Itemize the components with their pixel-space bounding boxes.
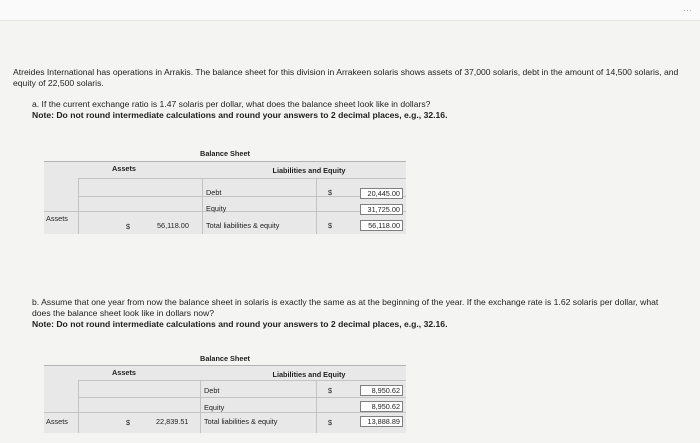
balance-sheet-a <box>44 148 406 234</box>
row-divider <box>78 397 406 398</box>
assets-row-label: Assets <box>46 214 68 223</box>
total-value-input[interactable]: 13,888.89 <box>360 416 403 427</box>
question-b-text: b. Assume that one year from now the balance sheet in solaris is exactly the same as at the beginning of the year. If the exchange rate is 1.62 solaris per dollar, what does the balance sheet look like in dollars now? <box>32 297 659 318</box>
scroll-indicator: … <box>683 3 692 13</box>
assets-value[interactable]: 56,118.00 <box>157 221 189 230</box>
total-value-input[interactable]: 56,118.00 <box>360 220 403 231</box>
debt-value-input[interactable]: 8,950.62 <box>360 385 403 396</box>
assets-currency-symbol: $ <box>126 418 131 427</box>
equity-value-input[interactable]: 8,950.62 <box>360 401 403 412</box>
balance-sheet-b <box>44 347 406 433</box>
debt-label: Debt <box>204 386 220 395</box>
assets-currency-symbol: $ <box>126 222 131 231</box>
row-divider <box>44 412 406 413</box>
question-a-note: Note: Do not round intermediate calculations and round your answers to 2 decimal places, e.g., 32.16. <box>32 110 448 120</box>
assets-header: Assets <box>112 368 136 377</box>
question-b <box>32 297 672 330</box>
equity-label: Equity <box>206 204 227 213</box>
browser-top-bar <box>0 0 700 21</box>
debt-value-input[interactable]: 20,445.00 <box>360 188 403 199</box>
total-liabilities-equity-label: Total liabilities & equity <box>204 417 278 426</box>
assets-value[interactable]: 22,839.51 <box>156 417 189 426</box>
row-divider <box>78 196 406 197</box>
balance-sheet-title: Balance Sheet <box>200 149 250 158</box>
column-divider <box>200 380 201 433</box>
problem-intro: Atreides International has operations in Arrakis. The balance sheet for this division in Arrakeen solaris shows assets of 37,000 solaris, debt in the amount of 14,500 solaris, and equity of 22,500 solaris. <box>13 67 679 88</box>
row-divider <box>78 178 406 179</box>
total-currency-symbol: $ <box>328 418 333 427</box>
question-a-text: a. If the current exchange ratio is 1.47 solaris per dollar, what does the balance sheet look like in dollars? <box>32 99 431 109</box>
debt-label: Debt <box>206 188 222 197</box>
debt-currency-symbol: $ <box>328 188 333 197</box>
row-divider <box>78 380 406 381</box>
liabilities-equity-header: Liabilities and Equity <box>272 370 346 379</box>
column-divider <box>78 178 79 234</box>
column-divider <box>316 380 317 433</box>
question-b-note: Note: Do not round intermediate calculations and round your answers to 2 decimal places, e.g., 32.16. <box>32 319 448 329</box>
debt-currency-symbol: $ <box>328 386 333 395</box>
assets-row-label: Assets <box>46 417 68 426</box>
column-divider <box>202 178 203 234</box>
equity-label: Equity <box>204 403 225 412</box>
column-divider <box>316 178 317 234</box>
column-divider <box>78 380 79 433</box>
total-currency-symbol: $ <box>328 221 333 230</box>
balance-sheet-title: Balance Sheet <box>200 354 250 363</box>
liabilities-equity-header: Liabilities and Equity <box>272 166 346 175</box>
assets-header: Assets <box>112 164 136 173</box>
total-liabilities-equity-label: Total liabilities & equity <box>206 221 280 230</box>
equity-value-input[interactable]: 31,725.00 <box>360 204 403 215</box>
question-a <box>32 99 672 121</box>
